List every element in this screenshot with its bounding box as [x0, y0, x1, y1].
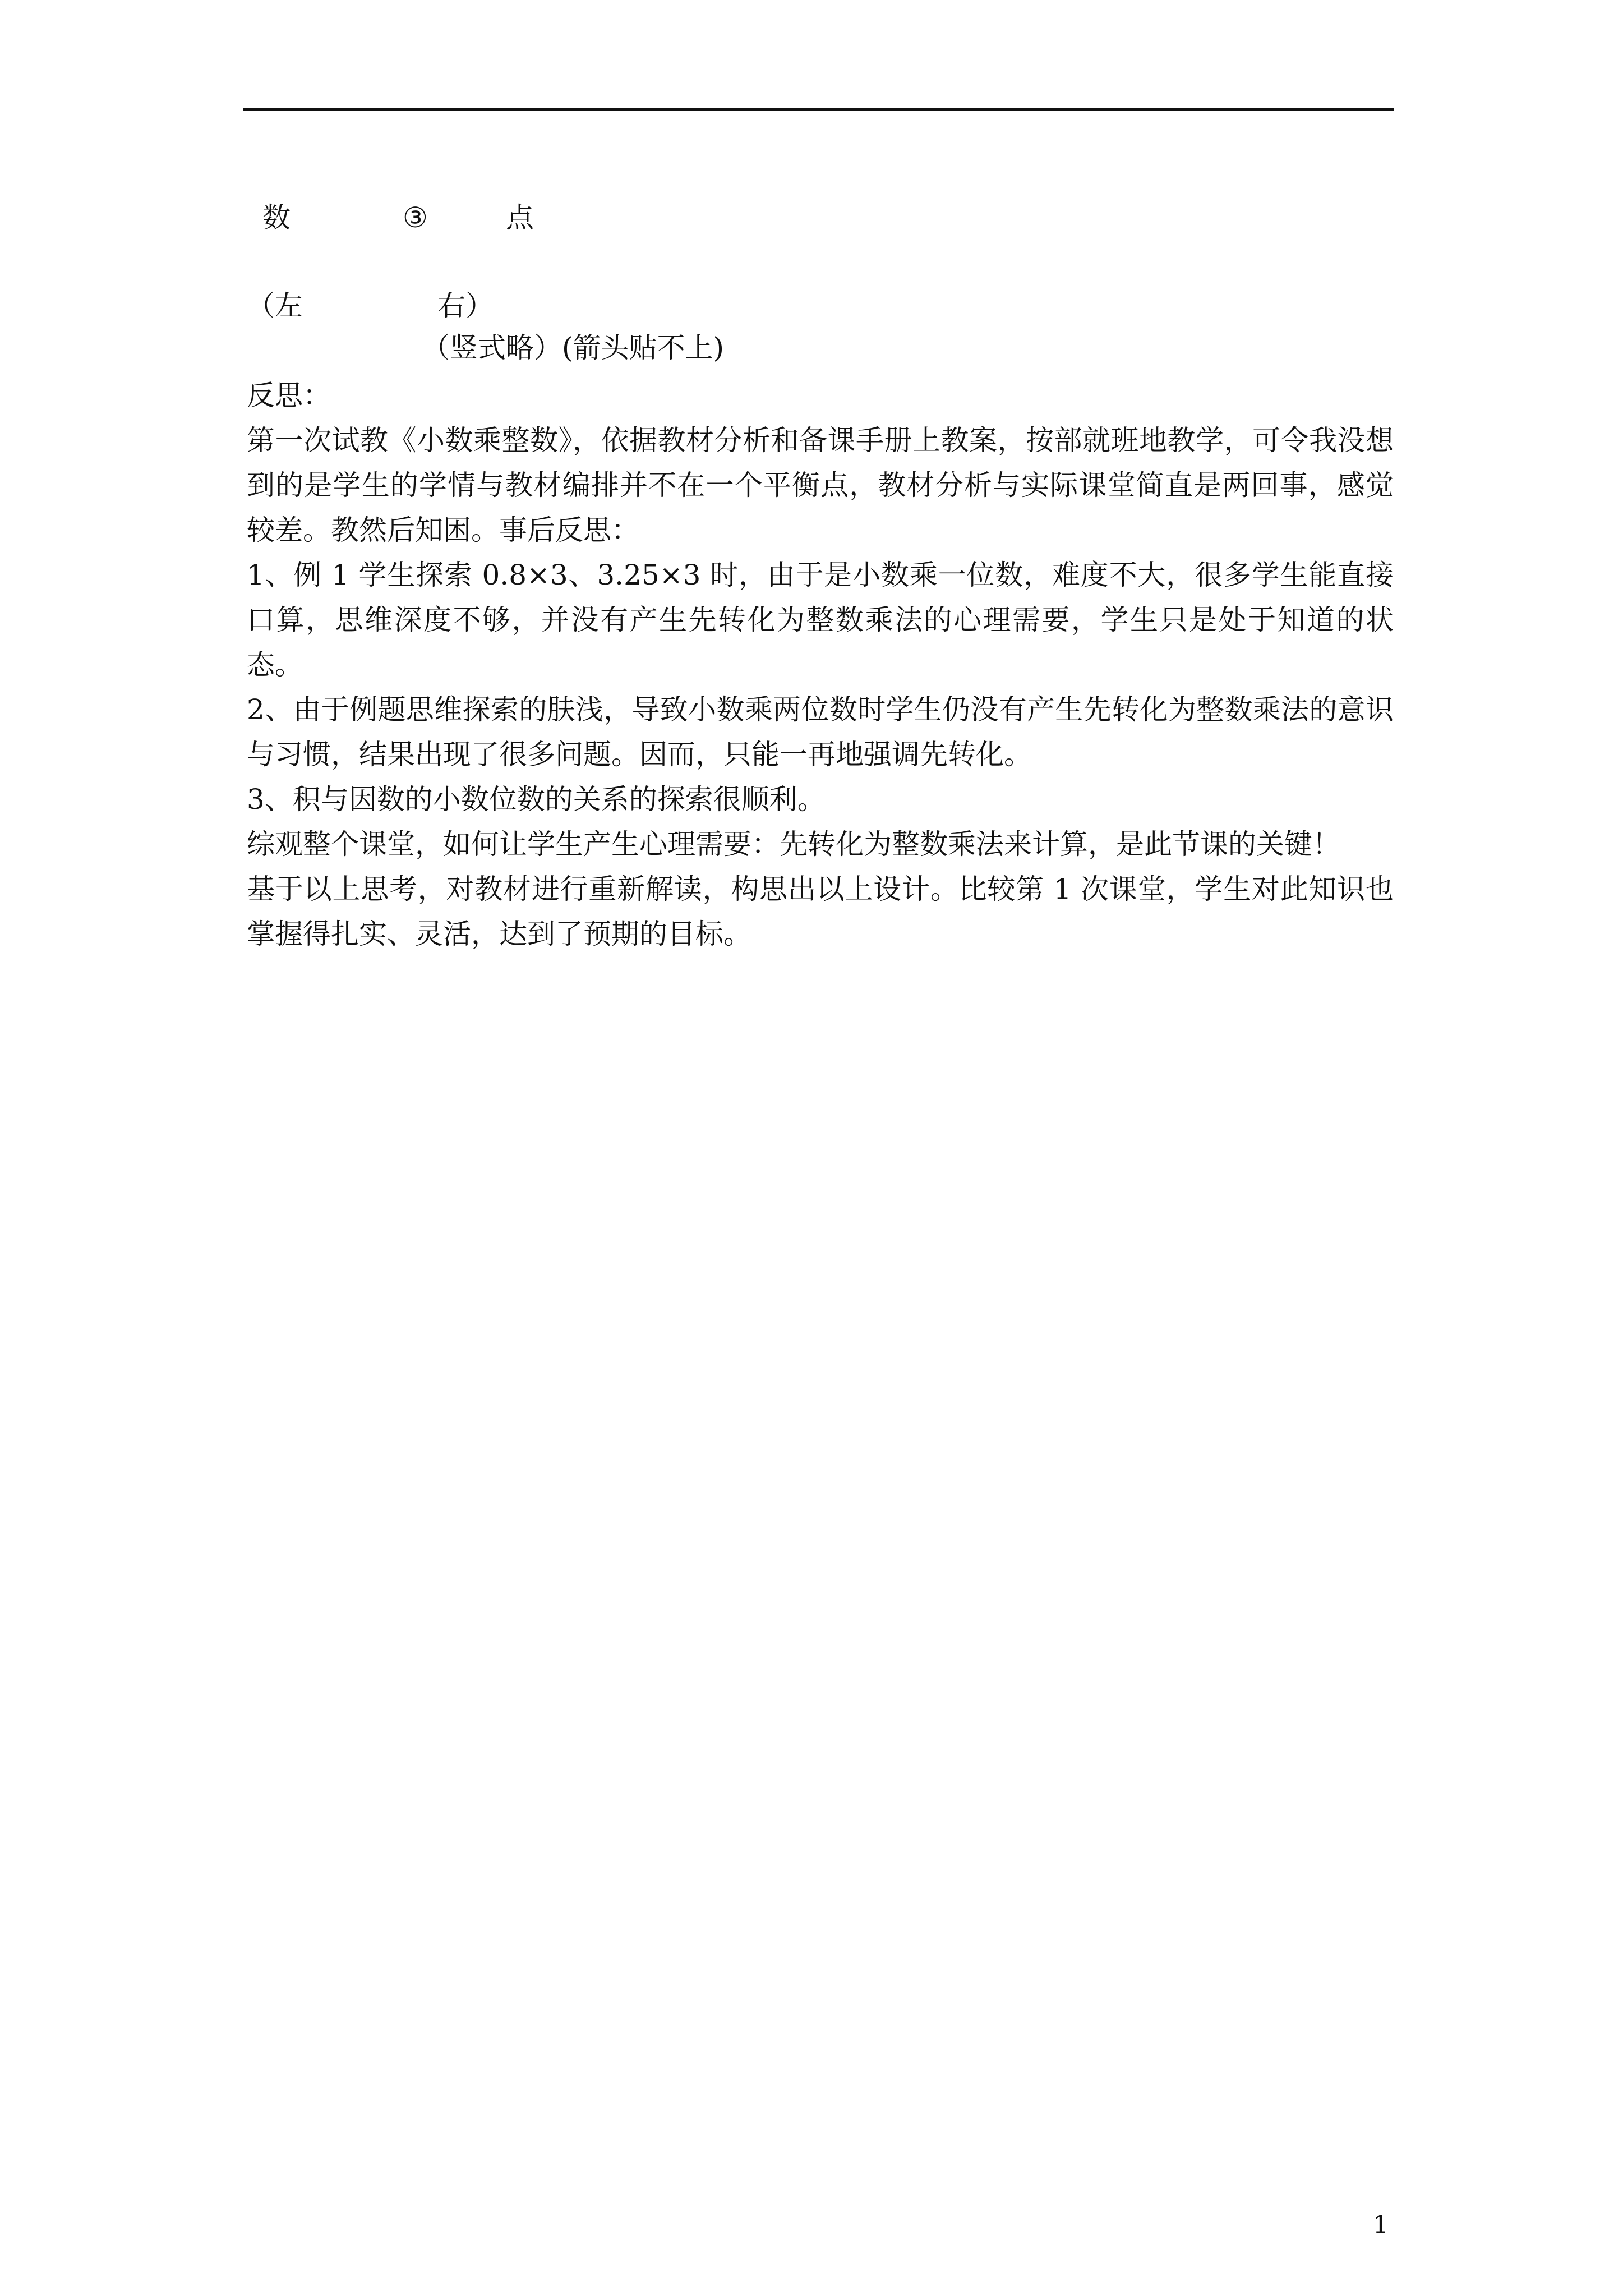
- reflection-paragraph-1: 第一次试教《小数乘整数》，依据教材分析和备课手册上教案，按部就班地教学，可令我没想到的是学生的学情与教材编排并不在一个平衡点，教材分析与实际课堂简直是两回事，感觉较差。教然后知困。事后反思：: [247, 424, 1394, 546]
- diagram-label-dian: 点: [506, 201, 534, 234]
- reflection-heading: 反思：: [247, 379, 331, 412]
- reflection-paragraph-4: 3、积与因数的小数位数的关系的探索很顺利。: [247, 783, 826, 816]
- diagram-label-left: （左: [247, 289, 303, 322]
- reflection-paragraph-3: 2、由于例题思维探索的肤浅，导致小数乘两位数时学生仍没有产生先转化为整数乘法的意识与习惯，结果出现了很多问题。因而，只能一再地强调先转化。: [247, 693, 1394, 771]
- diagram-label-circle-three: ③: [403, 201, 428, 234]
- diagram-label-shu: 数: [262, 201, 291, 234]
- reflection-paragraph-2: 1、例 1 学生探索 0.8×3、3.25×3 时，由于是小数乘一位数，难度不大，很多学生能直接口算，思维深度不够，并没有产生先转化为整数乘法的心理需要，学生只是处于知道的状态。: [247, 559, 1394, 681]
- header-rule: [243, 108, 1394, 111]
- diagram-note: （竖式略）(箭头贴不上): [422, 332, 725, 364]
- reflection-paragraph-6: 基于以上思考，对教材进行重新解读，构思出以上设计。比较第 1 次课堂，学生对此知识也掌握得扎实、灵活，达到了预期的目标。: [247, 873, 1394, 950]
- reflection-paragraph-5: 综观整个课堂，如何让学生产生心理需要：先转化为整数乘法来计算，是此节课的关键！: [247, 828, 1340, 861]
- reflection-section: [247, 373, 1394, 956]
- page-number: 1: [1373, 2211, 1389, 2239]
- diagram-label-right: 右）: [437, 289, 494, 322]
